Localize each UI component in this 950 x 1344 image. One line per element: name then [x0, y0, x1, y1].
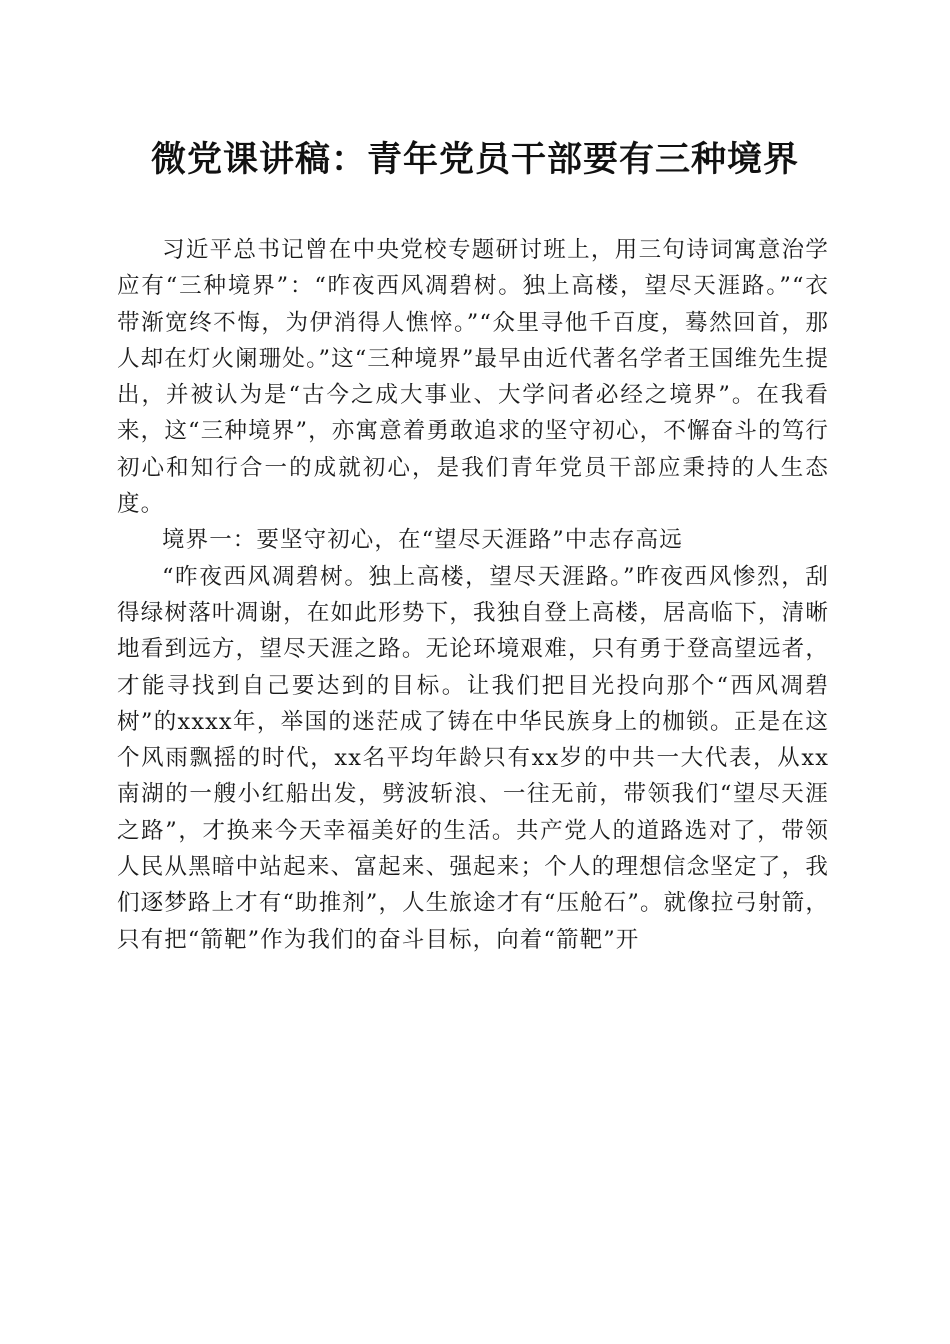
section-1-paragraph: “昨夜西风凋碧树。独上高楼，望尽天涯路。”昨夜西风惨烈，刮得绿树落叶凋谢，在如此形势下，我独自登上高楼，居高临下，清晰地看到远方，望尽天涯之路。无论环境艰难，只有勇于登高望远者，才能寻找到自己要达到的目标。让我们把目光投向那个“西风凋碧树”的xxxx年，举国的迷茫成了铸在中华民族身上的枷锁。正是在这个风雨飘摇的时代，xx名平均年龄只有xx岁的中共一大代表，从xx南湖的一艘小红船出发，劈波斩浪、一往无前，带领我们“望尽天涯之路”，才换来今天幸福美好的生活。共产党人的道路选对了，带领人民从黑暗中站起来、富起来、强起来；个人的理想信念坚定了，我们逐梦路上才有“助推剂”，人生旅途才有“压舱石”。就像拉弓射箭，只有把“箭靶”作为我们的奋斗目标，向着“箭靶”开: [117, 563, 829, 953]
intro-paragraph: 习近平总书记曾在中央党校专题研讨班上，用三句诗词寓意治学应有“三种境界”：“昨夜西风凋碧树。独上高楼，望尽天涯路。”“衣带渐宽终不悔，为伊消得人憔悴。”“众里寻他千百度，蓦然回首，那人却在灯火阑珊处。”这“三种境界”最早由近代著名学者王国维先生提出，并被认为是“古今之成大事业、大学问者必经之境界”。在我看来，这“三种境界”，亦寓意着勇敢追求的坚守初心，不懈奋斗的笃行初心和知行合一的成就初心，是我们青年党员干部应秉持的人生态度。: [117, 237, 829, 518]
section-1-heading: 境界一：要坚守初心，在“望尽天涯路”中志存高远: [162, 527, 683, 554]
document-body: [117, 232, 829, 958]
document-title: 微党课讲稿：青年党员干部要有三种境界: [150, 139, 799, 180]
